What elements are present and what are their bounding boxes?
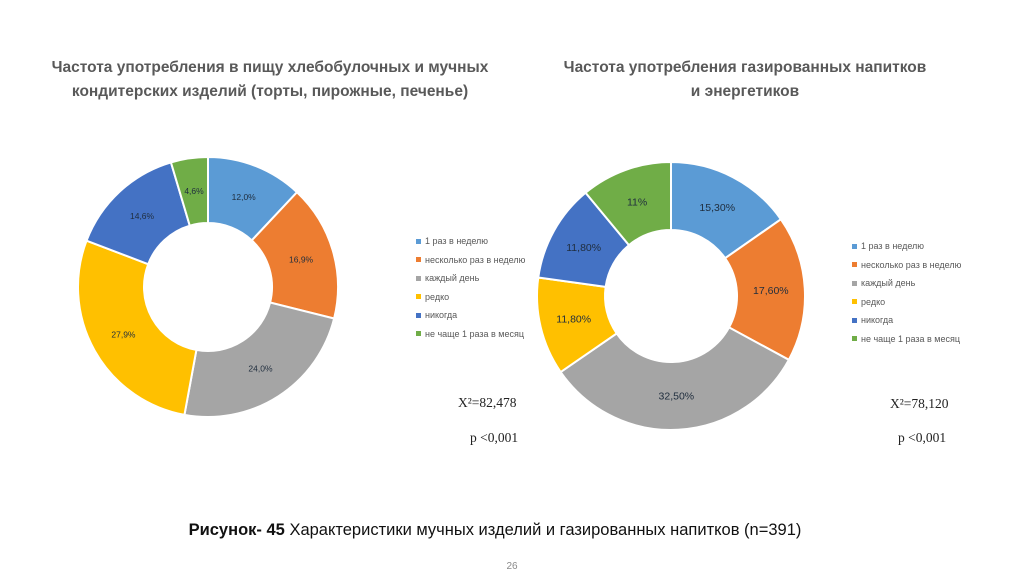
chart2-legend-item-5 bbox=[852, 315, 893, 325]
chart1-legend-item-6 bbox=[416, 329, 524, 339]
chart2-p-value: p <0,001 bbox=[898, 430, 947, 445]
chart2-legend-swatch-4 bbox=[852, 299, 857, 304]
chart1-legend-swatch-5 bbox=[416, 313, 421, 318]
chart2-data-label-4: 11,80% bbox=[556, 313, 592, 326]
chart2-legend-swatch-5 bbox=[852, 318, 857, 323]
chart2-data-label-2: 17,60% bbox=[753, 285, 789, 298]
chart1-data-label-3: 24,0% bbox=[248, 363, 273, 374]
caption-text: Характеристики мучных изделий и газированных напитков (n=391) bbox=[284, 521, 802, 539]
chart1-legend-item-4 bbox=[416, 292, 449, 302]
chart2-legend-label-4: редко bbox=[861, 296, 886, 307]
chart1-legend-label-6: не чаще 1 раза в месяц bbox=[425, 328, 525, 339]
chart1-legend-item-1 bbox=[416, 236, 488, 246]
chart1-data-label-4: 27,9% bbox=[111, 329, 136, 340]
page-number: 26 bbox=[506, 561, 518, 572]
chart1-p-value: p <0,001 bbox=[470, 430, 519, 445]
chart2-legend-item-1 bbox=[852, 241, 924, 251]
chart1-data-label-2: 16,9% bbox=[289, 254, 314, 265]
chart2-data-label-5: 11,80% bbox=[566, 241, 602, 254]
caption-prefix: Рисунок- 45 bbox=[188, 521, 285, 539]
chart2-legend-swatch-1 bbox=[852, 244, 857, 249]
chart1-data-label-1: 12,0% bbox=[231, 191, 256, 202]
chart2-legend-item-4 bbox=[852, 297, 885, 307]
chart1-data-label-6: 4,6% bbox=[184, 185, 204, 196]
chart1-legend-label-3: каждый день bbox=[425, 273, 480, 283]
chart1-legend-item-5 bbox=[416, 310, 457, 320]
chart2-data-label-1: 15,30% bbox=[699, 202, 736, 215]
chart1-legend-swatch-3 bbox=[416, 276, 421, 281]
chart1-legend-swatch-2 bbox=[416, 257, 421, 262]
chart1-title: Частота употребления в пищу хлебобулочных и мучных кондитерских изделий (торты, пирожные, печенье) bbox=[51, 59, 489, 100]
chart1-legend-swatch-4 bbox=[416, 294, 421, 299]
chart1-legend-swatch-1 bbox=[416, 239, 421, 244]
chart2-legend-swatch-6 bbox=[852, 336, 857, 341]
chart2-data-label-3: 32,50% bbox=[658, 390, 695, 403]
chart1-legend-label-5: никогда bbox=[425, 310, 458, 320]
chart1-legend-label-1: 1 раз в неделю bbox=[425, 236, 489, 246]
chart2-legend-label-5: никогда bbox=[861, 315, 894, 325]
chart2-legend-item-2 bbox=[852, 260, 961, 270]
chart1-legend-label-2: несколько раз в неделю bbox=[425, 254, 526, 265]
chart1-legend-item-2 bbox=[416, 255, 525, 265]
chart1-data-label-5: 14,6% bbox=[129, 210, 155, 221]
chart1-legend-swatch-6 bbox=[416, 331, 421, 336]
chart1-legend-label-4: редко bbox=[425, 291, 450, 302]
chart2-data-label-6: 11% bbox=[627, 196, 648, 209]
chart2-legend-item-6 bbox=[852, 334, 960, 344]
chart2-legend-swatch-2 bbox=[852, 262, 857, 267]
chart2-legend-item-3 bbox=[852, 278, 915, 288]
chart2-chi-square: X²=78,120 bbox=[890, 396, 949, 411]
chart2-legend-label-1: 1 раз в неделю bbox=[861, 241, 925, 251]
chart1-legend-item-3 bbox=[416, 273, 479, 283]
figure-caption bbox=[150, 518, 840, 542]
chart2-legend-label-2: несколько раз в неделю bbox=[861, 259, 962, 270]
chart2-legend-swatch-3 bbox=[852, 281, 857, 286]
chart1-chi-square: X²=82,478 bbox=[458, 395, 517, 410]
chart2-legend-label-3: каждый день bbox=[861, 278, 916, 288]
chart2-legend-label-6: не чаще 1 раза в месяц bbox=[861, 333, 961, 344]
chart2-title: Частота употребления газированных напитков и энергетиков bbox=[563, 59, 927, 100]
